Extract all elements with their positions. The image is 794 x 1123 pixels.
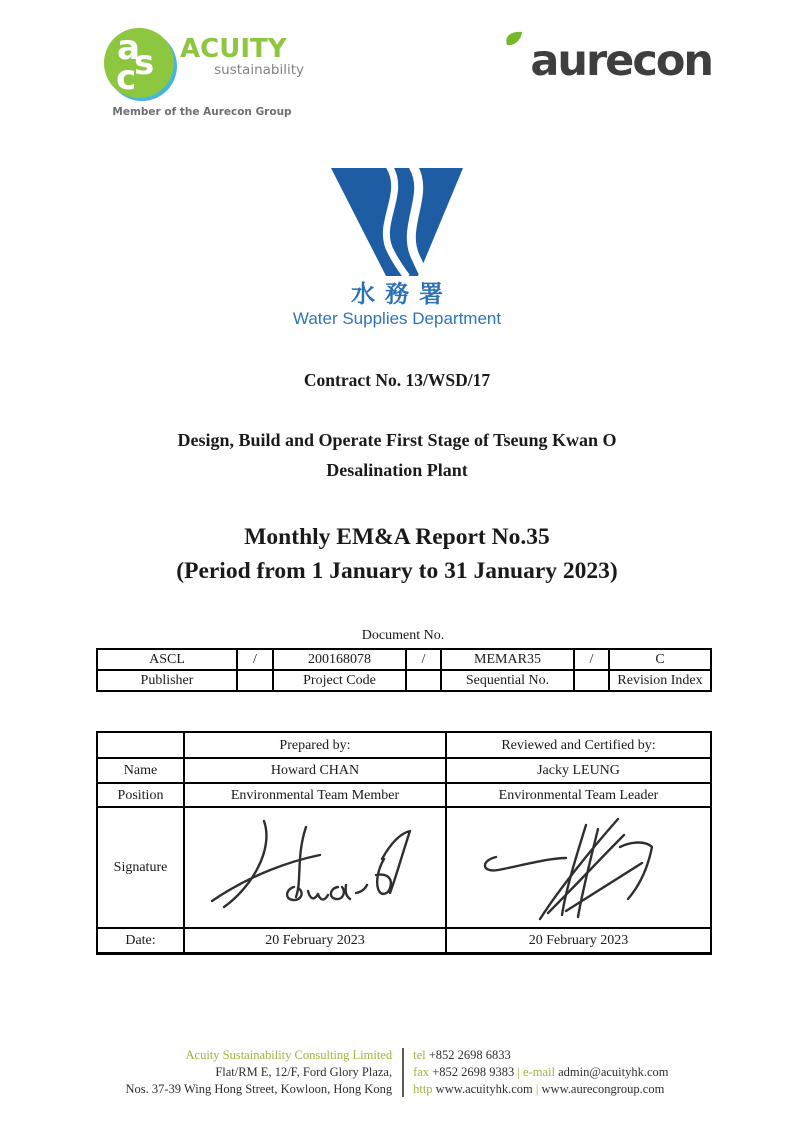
- project-title-line1: Design, Build and Operate First Stage of Tseung Kwan O: [177, 430, 617, 450]
- project-title: [0, 425, 794, 485]
- signature-header-row: [97, 732, 711, 758]
- acuity-wordmark: ACUITY: [180, 34, 287, 64]
- prepared-name: Howard CHAN: [184, 758, 446, 783]
- doc-empty-cell: [406, 670, 441, 691]
- monogram-letter-a: a: [117, 28, 140, 68]
- report-title-line1: Monthly EM&A Report No.35: [244, 524, 550, 550]
- signature-position-row: [97, 783, 711, 807]
- doc-sequential-label: Sequential No.: [441, 670, 574, 691]
- footer-address-block: [125, 1047, 392, 1098]
- separator: |: [535, 1082, 539, 1096]
- reviewed-name: Jacky LEUNG: [446, 758, 711, 783]
- sig-header-prepared: Prepared by:: [184, 732, 446, 758]
- aurecon-logo: [490, 30, 712, 92]
- position-label: Position: [97, 783, 184, 807]
- fax-label: fax: [413, 1065, 430, 1079]
- website-aurecon: www.aurecongroup.com: [541, 1082, 665, 1096]
- footer-fax-email-line: [413, 1064, 668, 1081]
- fax-number: +852 2698 9383: [432, 1065, 515, 1079]
- jacky-leung-signature: [470, 813, 688, 923]
- contract-number: Contract No. 13/WSD/17: [303, 370, 491, 390]
- wsd-chinese-name: 水務署: [351, 280, 453, 308]
- wsd-mark-icon: [326, 166, 468, 278]
- wsd-logo: [0, 166, 794, 329]
- wsd-english-name: Water Supplies Department: [292, 309, 502, 328]
- footer-contact-block: [413, 1047, 668, 1098]
- separator: |: [517, 1065, 520, 1079]
- sig-header-empty: [97, 732, 184, 758]
- http-label: http: [413, 1082, 433, 1096]
- reviewed-signature-cell: [446, 807, 711, 928]
- signature-table: [96, 731, 712, 955]
- doc-slash: /: [574, 649, 609, 670]
- prepared-signature-cell: [184, 807, 446, 928]
- doc-slash: /: [237, 649, 273, 670]
- document-no-labels-row: [97, 670, 711, 691]
- aurecon-leaf-icon: [504, 30, 524, 47]
- footer-web-line: [413, 1081, 668, 1098]
- footer-divider: [402, 1048, 404, 1097]
- doc-revision-label: Revision Index: [609, 670, 711, 691]
- acuity-monogram-icon: [104, 28, 174, 98]
- footer-address-line2: Nos. 37-39 Wing Hong Street, Kowloon, Hong Kong: [125, 1082, 393, 1096]
- doc-project-code-label: Project Code: [273, 670, 406, 691]
- doc-empty-cell: [237, 670, 273, 691]
- footer-tel-line: [413, 1047, 668, 1064]
- tel-number: +852 2698 6833: [428, 1048, 511, 1062]
- document-no-values-row: [97, 649, 711, 670]
- acuity-logo: [104, 28, 304, 118]
- report-title: [0, 520, 794, 588]
- document-no-table: [96, 648, 712, 692]
- doc-project-code-value: 200168078: [273, 649, 406, 670]
- email-address: admin@acuityhk.com: [558, 1065, 669, 1079]
- acuity-subtitle: sustainability: [214, 62, 304, 78]
- sig-header-reviewed: Reviewed and Certified by:: [446, 732, 711, 758]
- signature-label: Signature: [97, 807, 184, 928]
- doc-empty-cell: [574, 670, 609, 691]
- email-label: e-mail: [523, 1065, 555, 1079]
- signature-name-row: [97, 758, 711, 783]
- name-label: Name: [97, 758, 184, 783]
- signature-date-row: [97, 928, 711, 954]
- tel-label: tel: [413, 1048, 426, 1062]
- reviewed-position: Environmental Team Leader: [446, 783, 711, 807]
- document-no-caption: Document No.: [361, 628, 445, 643]
- acuity-tagline: Member of the Aurecon Group: [112, 106, 292, 118]
- monogram-letter-s: s: [134, 43, 155, 83]
- footer-address-line1: Flat/RM E, 12/F, Ford Glory Plaza,: [215, 1065, 393, 1079]
- prepared-date: 20 February 2023: [184, 928, 446, 954]
- prepared-position: Environmental Team Member: [184, 783, 446, 807]
- doc-slash: /: [406, 649, 441, 670]
- report-title-line2: (Period from 1 January to 31 January 2023): [176, 558, 618, 584]
- doc-sequential-value: MEMAR35: [441, 649, 574, 670]
- reviewed-date: 20 February 2023: [446, 928, 711, 954]
- date-label: Date:: [97, 928, 184, 954]
- footer-company-name: Acuity Sustainability Consulting Limited: [185, 1048, 393, 1062]
- doc-publisher-label: Publisher: [97, 670, 237, 691]
- doc-publisher-value: ASCL: [97, 649, 237, 670]
- monogram-letter-c: c: [116, 58, 137, 98]
- howard-chan-signature: [206, 815, 424, 921]
- doc-revision-value: C: [609, 649, 711, 670]
- signature-row: [97, 807, 711, 928]
- project-title-line2: Desalination Plant: [326, 460, 468, 480]
- footer: [0, 1047, 794, 1098]
- aurecon-wordmark: aurecon: [530, 36, 712, 86]
- website-acuity: www.acuityhk.com: [435, 1082, 533, 1096]
